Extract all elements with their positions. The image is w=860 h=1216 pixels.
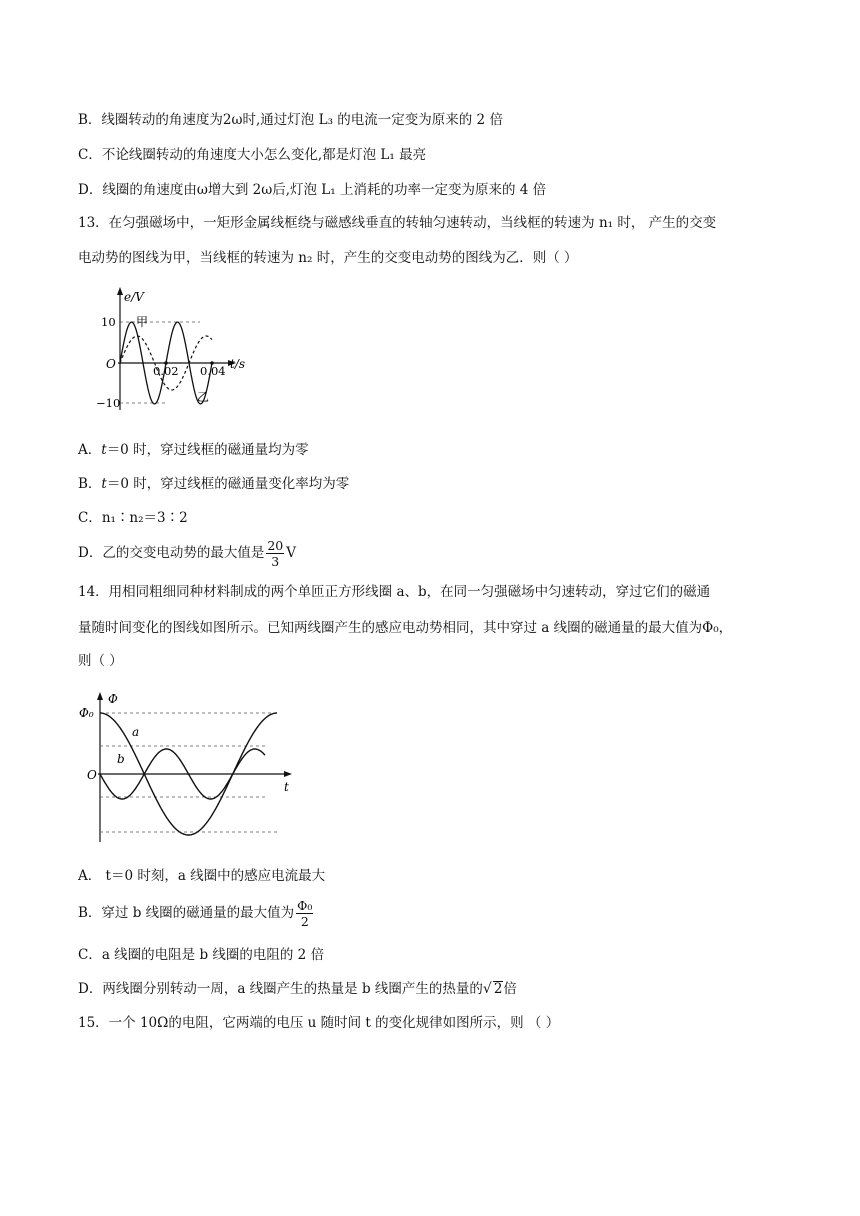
- q13-option-d: [78, 536, 296, 570]
- q12-option-c: C．不论线圈转动的角速度大小怎么变化,都是灯泡 L₁ 最亮: [78, 147, 427, 163]
- fraction-numerator: Φ₀: [297, 898, 313, 913]
- q12-option-b: B．线圈转动的角速度为2ω时,通过灯泡 L₃ 的电流一定变为原来的 2 倍: [78, 112, 503, 128]
- q14-stem-line2: 量随时间变化的图线如图所示。已知两线圈产生的感应电动势相同，其中穿过 a 线圈的磁通量的最大值为Φ₀，: [78, 620, 733, 636]
- q14-curve-label-b: b: [117, 752, 125, 766]
- q13-option-b-var: t: [101, 476, 107, 492]
- q13-y-tick-bottom: −10: [96, 396, 121, 410]
- q13-option-c: C．n₁∶n₂＝3∶2: [78, 510, 188, 526]
- q14-origin: O: [87, 768, 97, 782]
- q13-option-d-fraction: [266, 538, 284, 569]
- q13-option-a-prefix: A．: [78, 442, 102, 458]
- q13-x-tick-2: 0.04: [200, 364, 226, 378]
- q14-x-axis-label: t: [284, 780, 289, 794]
- q14-option-b-fraction: [296, 898, 313, 929]
- q15-stem: 15．一个 10Ω的电阻，它两端的电压 u 随时间 t 的变化规律如图所示，则 （ ）: [78, 1015, 560, 1031]
- q13-y-axis-label: e/V: [124, 290, 144, 304]
- q14-option-c: C．a 线圈的电阻是 b 线圈的电阻的 2 倍: [78, 947, 325, 963]
- q14-stem-line3: 则（ ）: [78, 653, 123, 669]
- q13-option-b-text: ＝0 时，穿过线框的磁通量变化率均为零: [106, 476, 350, 492]
- q14-option-d-radicand: 2: [493, 981, 503, 997]
- q14-option-b-text: B．穿过 b 线圈的磁通量的最大值为: [78, 905, 295, 921]
- q14-stem-line1: 14．用相同粗细同种材料制成的两个单匝正方形线圈 a、b，在同一匀强磁场中匀速转动，穿过它们的磁通: [78, 584, 711, 600]
- q13-option-d-unit: V: [286, 545, 296, 561]
- q13-stem-line1: 13．在匀强磁场中，一矩形金属线框绕与磁感线垂直的转轴匀速转动，当线框的转速为 n₁ 时， 产生的交变: [78, 215, 717, 231]
- q14-option-b: [78, 896, 315, 930]
- q13-option-a-var: t: [101, 442, 107, 458]
- fraction-denominator: 3: [271, 554, 280, 569]
- q14-figure: [78, 688, 298, 846]
- q14-curve-label-a: a: [132, 725, 140, 739]
- sqrt-icon: √: [482, 981, 492, 997]
- q13-option-d-text: D．乙的交变电动势的最大值是: [78, 545, 265, 561]
- q13-origin: O: [106, 357, 116, 371]
- q14-option-d-suffix: 倍: [503, 981, 517, 997]
- q14-option-a: A． t＝0 时刻，a 线圈中的感应电流最大: [78, 868, 326, 884]
- q14-y-axis-label: Φ: [108, 692, 118, 706]
- q12-option-d: D．线圈的角速度由ω增大到 2ω后,灯泡 L₁ 上消耗的功率一定变为原来的 4 倍: [78, 182, 547, 198]
- q13-curve-label-yi: 乙: [197, 390, 210, 404]
- q13-curve-label-jia: 甲: [136, 315, 149, 329]
- q13-figure: [95, 282, 265, 414]
- q13-y-tick-top: 10: [101, 315, 116, 329]
- q13-option-b: [78, 474, 349, 494]
- q13-option-a-text: ＝0 时，穿过线框的磁通量均为零: [106, 442, 309, 458]
- q13-x-axis-label: t/s: [230, 357, 246, 371]
- q13-option-a: [78, 440, 309, 460]
- fraction-denominator: 2: [300, 914, 309, 929]
- q13-option-b-prefix: B．: [78, 476, 102, 492]
- fraction-numerator: 20: [267, 538, 284, 553]
- q14-option-d: [78, 979, 517, 999]
- q13-x-tick-1: 0.02: [153, 364, 179, 378]
- q14-y-max-label: Φ₀: [79, 706, 94, 720]
- q14-option-d-text: D．两线圈分别转动一周，a 线圈产生的热量是 b 线圈产生的热量的: [78, 981, 483, 997]
- q13-stem-line2: 电动势的图线为甲，当线框的转速为 n₂ 时，产生的交变电动势的图线为乙．则（ ）: [78, 250, 578, 266]
